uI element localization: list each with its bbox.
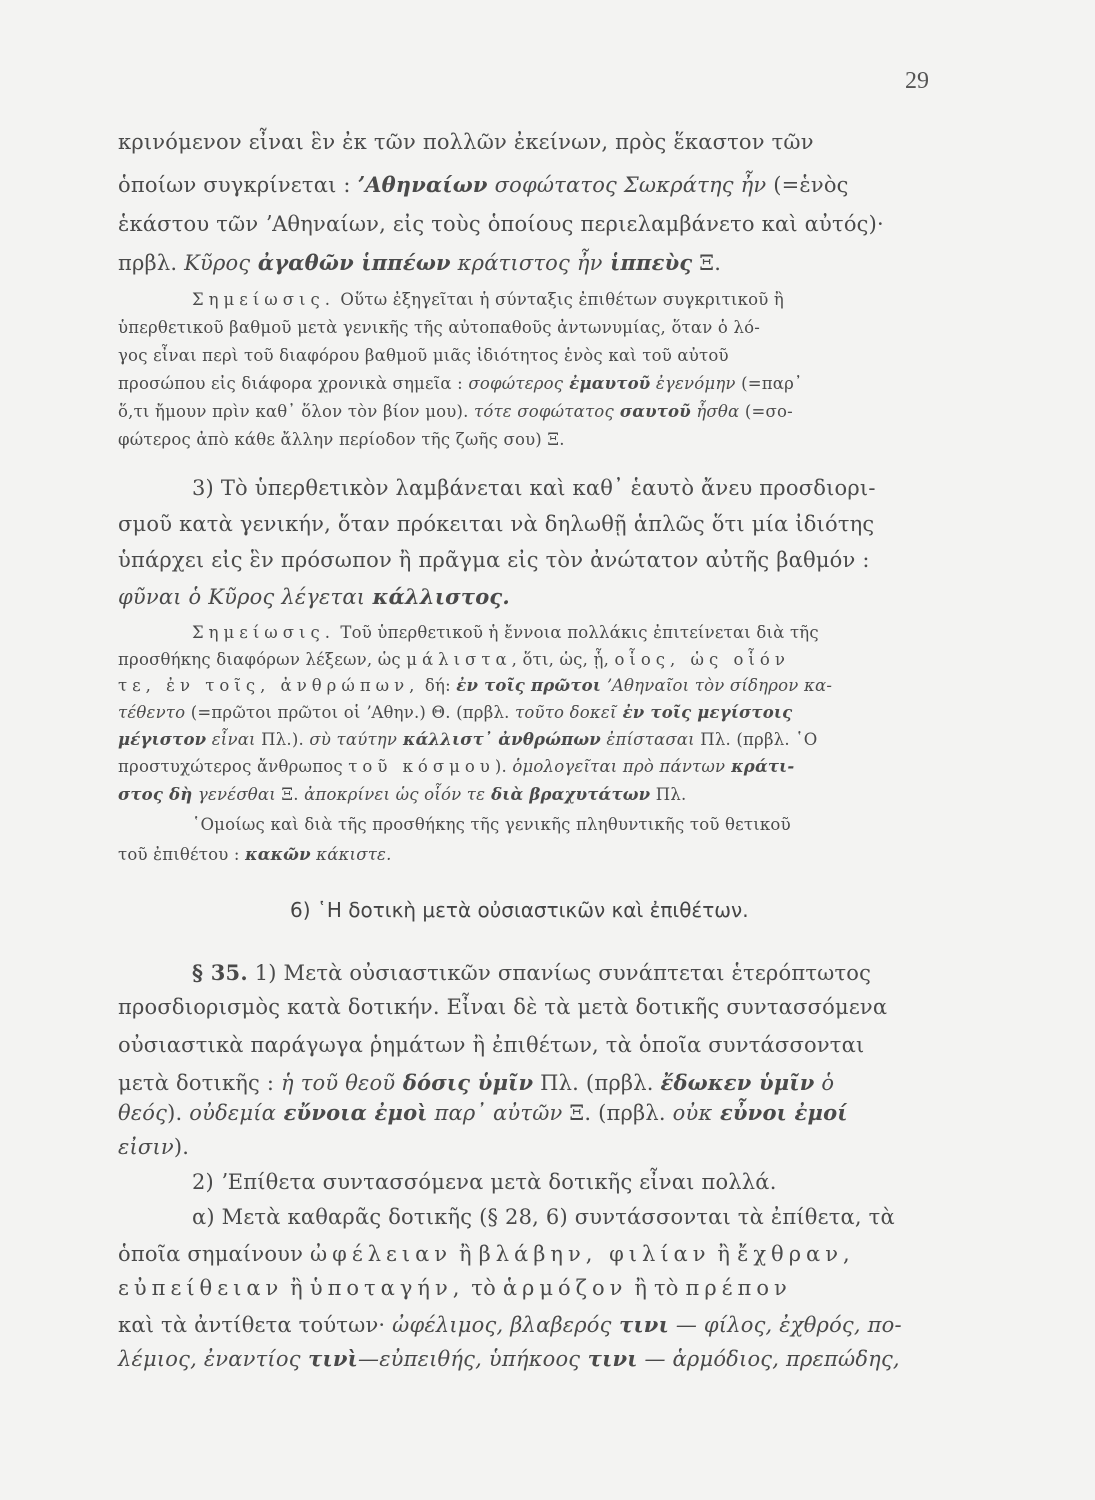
text-line: [118, 130, 814, 154]
text-run: (=ἑνὸς: [766, 173, 849, 197]
text-run: κράτι-: [725, 757, 795, 776]
text-run: ἐν τοῖς πρῶτοι: [456, 676, 602, 695]
text-run: λέμιος, ἐναντίος: [118, 1347, 301, 1371]
text-run: τε, ἐν τοῖς, ἀνθρώπων,: [118, 676, 420, 695]
text-run: Πλ.).: [255, 730, 310, 749]
note-line: [118, 730, 817, 749]
note-line: [118, 430, 565, 449]
text-run: ἐπίστασαι: [600, 730, 695, 749]
text-run: παρ᾽ αὐτῶν: [427, 1101, 563, 1125]
note-line: [118, 650, 790, 669]
text-run: ἐμαυτοῦ: [563, 374, 651, 393]
text-run: μάλιστα: [406, 650, 512, 669]
text-run: ὑπάρχει εἰς ἓν πρόσωπον ἢ πρᾶγμα εἰς τὸν ἀνώτατον αὐτῆς βαθμόν :: [118, 548, 870, 572]
text-run: ὑποταγήν,: [309, 1276, 465, 1300]
note-line: [118, 785, 686, 804]
text-run: οὐκ: [672, 1101, 713, 1125]
text-line: [192, 476, 876, 500]
text-run: ὁποίων συγκρίνεται :: [118, 173, 358, 197]
text-line: [118, 1070, 834, 1095]
text-line: [118, 250, 721, 275]
note-line: [118, 845, 392, 864]
text-run: σὺ ταύτην: [309, 730, 398, 749]
text-run: ).: [167, 1101, 190, 1125]
text-run: τινι: [580, 1346, 638, 1371]
text-run: προσθήκης διαφόρων λέξεων, ὡς: [118, 650, 407, 669]
text-line: [118, 1346, 900, 1371]
text-line: [118, 172, 849, 197]
text-run: ἢ: [710, 1242, 738, 1266]
note-line: [118, 346, 729, 365]
text-run: οὐσιαστικὰ παράγωγα ῥημάτων ἢ ἐπιθέτων, τὰ ὁποῖα συντάσσονται: [118, 1033, 865, 1057]
text-run: ἔχθραν,: [737, 1242, 855, 1266]
note-line: [118, 703, 792, 722]
text-run: ὁμολογεῖται πρὸ πάντων: [512, 757, 726, 776]
text-run: ὁποῖα σημαίνουν: [118, 1242, 310, 1266]
text-line: [118, 995, 887, 1019]
text-run: τοῦτο δοκεῖ: [515, 703, 617, 722]
text-run: Τοῦ ὑπερθετικοῦ ἡ ἔννοια πολλάκις ἐπιτείνεται διὰ τῆς: [334, 623, 819, 642]
text-run: προστυχώτερος ἄνθρωπος: [118, 757, 349, 776]
text-run: στος δὴ: [118, 785, 193, 804]
text-run: —εὐπειθής, ὑπήκοος: [358, 1347, 581, 1371]
text-line: [118, 1100, 848, 1125]
text-line: [118, 1242, 855, 1266]
text-run: σμοῦ κατὰ γενικήν, ὅταν πρόκειται νὰ δηλωθῇ ἁπλῶς ὅτι μία ἰδιότης: [118, 512, 875, 536]
section-heading: 6) ῾Η δοτικὴ μετὰ οὐσιαστικῶν καὶ ἐπιθέτων.: [290, 898, 749, 922]
text-run: (=παρ᾽: [735, 374, 803, 393]
text-line: [118, 1033, 864, 1057]
text-run: Οὕτω ἐξηγεῖται ἡ σύνταξις ἐπιθέτων συγκριτικοῦ ἢ: [334, 290, 785, 309]
text-run: ἢ τὸ: [627, 1276, 686, 1300]
text-run: § 35.: [192, 960, 248, 985]
text-line: [192, 1170, 777, 1194]
text-run: ʼΑθηναῖοι τὸν σίδηρον κα-: [601, 676, 833, 695]
text-run: ἀποκρίνει ὡς οἷόν τε: [304, 785, 486, 804]
text-run: κάλλιστος.: [365, 584, 510, 609]
text-run: ἔδωκεν ὑμῖν: [660, 1070, 815, 1095]
text-run: μέγιστον: [118, 730, 207, 749]
text-run: θεός: [118, 1101, 168, 1125]
text-run: κάλλιστ᾽ ἀνθρώπων: [397, 730, 601, 749]
note-line: [118, 318, 760, 337]
text-run: ἐν τοῖς μεγίστοις: [616, 703, 793, 722]
text-run: Πλ.: [650, 785, 687, 804]
text-line: [192, 960, 871, 985]
text-run: εὖνοι ἐμοί: [712, 1100, 848, 1125]
text-run: φώτερος ἀπὸ κάθε ἄλλην περίοδον τῆς ζωῆς σου) Ξ.: [118, 430, 565, 449]
text-run: ἱππεὺς: [602, 250, 693, 275]
text-run: πρέπον: [685, 1276, 792, 1300]
text-run: τινι: [611, 1312, 669, 1337]
text-run: τέθεντο: [118, 703, 186, 722]
text-run: μετὰ δοτικῆς :: [118, 1071, 282, 1095]
text-run: σοφώτατος Σωκράτης ἦν: [487, 173, 767, 197]
text-run: Ξ. (πρβλ.: [562, 1101, 673, 1125]
text-run: τὸ: [464, 1276, 503, 1300]
text-run: Ξ.: [692, 251, 722, 275]
text-line: [118, 584, 510, 609]
note-line: [192, 623, 819, 642]
text-run: ἢ: [452, 1242, 479, 1266]
note-line: [118, 374, 803, 393]
text-run: ῾Ομοίως καὶ διὰ τῆς προσθήκης τῆς γενικῆς πληθυντικῆς τοῦ θετικοῦ: [192, 815, 791, 834]
text-run: ).: [494, 757, 513, 776]
text-run: ἁρμόζον: [502, 1276, 628, 1300]
text-run: γενέσθαι: [192, 785, 276, 804]
text-run: προσώπου εἰς διάφορα χρονικὰ σημεῖα :: [118, 374, 469, 393]
text-run: κρινόμενον εἶναι ἓν ἐκ τῶν πολλῶν ἐκείνων, πρὸς ἕκαστον τῶν: [118, 130, 814, 154]
text-run: Πλ. (πρβλ. ῾Ο: [694, 730, 818, 749]
text-run: κακῶν: [245, 845, 311, 864]
text-run: εὔνοια ἐμοὶ: [276, 1100, 428, 1125]
text-run: 3) Τὸ ὑπερθετικὸν λαμβάνεται καὶ καθ᾽ ἑαυτὸ ἄνευ προσδιορι-: [192, 476, 876, 500]
text-run: πρβλ.: [118, 251, 185, 275]
page-number: 29: [905, 68, 929, 94]
text-run: ὅ,τι ἤμουν πρὶν καθ᾽ ὅλον τὸν βίον μου).: [118, 402, 475, 421]
text-run: οἷος, ὡς οἷόν: [614, 650, 790, 669]
text-run: Κῦρος: [184, 251, 251, 275]
note-line: [118, 757, 794, 776]
text-run: τοῦ κόσμου: [348, 757, 495, 776]
text-run: ʼΑθηναίων: [357, 172, 488, 197]
text-run: τότε σοφώτατος: [474, 402, 614, 421]
text-run: εὐπείθειαν: [118, 1276, 284, 1300]
text-run: ὠφέλιμος, βλαβερός: [392, 1313, 612, 1337]
text-run: Σημείωσις.: [192, 290, 335, 309]
text-run: δόσις ὑμῖν: [395, 1070, 534, 1095]
text-run: Ξ.: [275, 785, 305, 804]
text-run: γος εἶναι περὶ τοῦ διαφόρου βαθμοῦ μιᾶς ἰδιότητος ἑνὸς καὶ τοῦ αὐτοῦ: [118, 346, 729, 365]
text-run: 2) ʼΕπίθετα συντασσόμενα μετὰ δοτικῆς εἶναι πολλά.: [192, 1170, 777, 1194]
text-run: α) Μετὰ καθαρᾶς δοτικῆς (§ 28, 6) συντάσσονται τὰ ἐπίθετα, τὰ: [192, 1205, 895, 1229]
text-run: διὰ βραχυτάτων: [485, 785, 651, 804]
text-run: , ὅτι, ὡς, ᾗ,: [511, 650, 615, 669]
text-run: ἦσθα: [690, 402, 740, 421]
text-line: [192, 1205, 895, 1229]
text-run: ἑκάστου τῶν ʼΑθηναίων, εἰς τοὺς ὁποίους περιελαμβάνετο καὶ αὐτός)·: [118, 212, 884, 236]
text-run: κάκιστε.: [310, 845, 392, 864]
text-run: — ἁρμόδιος, πρεπώδης,: [637, 1347, 900, 1371]
text-run: Σημείωσις.: [192, 623, 335, 642]
text-run: Πλ. (πρβλ.: [533, 1071, 661, 1095]
text-line: [118, 212, 884, 236]
text-run: ἢ: [283, 1276, 310, 1300]
note-line: [118, 676, 832, 695]
text-run: δή:: [419, 676, 457, 695]
text-run: ἐγενόμην: [650, 374, 736, 393]
text-run: ὑπερθετικοῦ βαθμοῦ μετὰ γενικῆς τῆς αὐτοπαθοῦς ἀντωνυμίας, ὅταν ὁ λό-: [118, 318, 761, 337]
text-run: (=σο-: [739, 402, 793, 421]
text-line: [118, 1276, 792, 1300]
note-line: [118, 402, 793, 421]
text-run: (=πρῶτοι πρῶτοι οἱ ʼΑθην.) Θ. (πρβλ.: [185, 703, 515, 722]
text-run: προσδιορισμὸς κατὰ δοτικήν. Εἶναι δὲ τὰ μετὰ δοτικῆς συντασσόμενα: [118, 995, 888, 1019]
text-run: σοφώτερος: [468, 374, 564, 393]
text-run: ).: [173, 1135, 190, 1159]
text-run: τινὶ: [300, 1346, 358, 1371]
text-run: 1) Μετὰ οὐσιαστικῶν σπανίως συνάπτεται ἑτερόπτωτος: [247, 961, 872, 985]
note-line: [192, 815, 791, 834]
text-run: βλάβην, φιλίαν: [478, 1242, 711, 1266]
text-run: ὠφέλειαν: [309, 1242, 453, 1266]
text-line: [118, 512, 874, 536]
text-run: κράτιστος ἦν: [450, 251, 603, 275]
text-run: — φίλος, ἐχθρός, πο-: [668, 1313, 902, 1337]
text-run: ἡ τοῦ θεοῦ: [281, 1071, 396, 1095]
text-line: [118, 548, 870, 572]
text-run: τοῦ ἐπιθέτου :: [118, 845, 246, 864]
text-run: εἶναι: [206, 730, 256, 749]
text-run: ἀγαθῶν ἱππέων: [250, 250, 451, 275]
text-run: καὶ τὰ ἀντίθετα τούτων·: [118, 1313, 393, 1337]
text-run: φῦναι ὁ Κῦρος λέγεται: [118, 585, 366, 609]
text-run: ὁ: [814, 1071, 835, 1095]
text-run: σαυτοῦ: [613, 402, 691, 421]
text-run: εἰσιν: [118, 1135, 174, 1159]
text-line: [118, 1135, 189, 1159]
text-run: οὐδεμία: [189, 1101, 277, 1125]
text-line: [118, 1312, 902, 1337]
note-line: [192, 290, 784, 309]
